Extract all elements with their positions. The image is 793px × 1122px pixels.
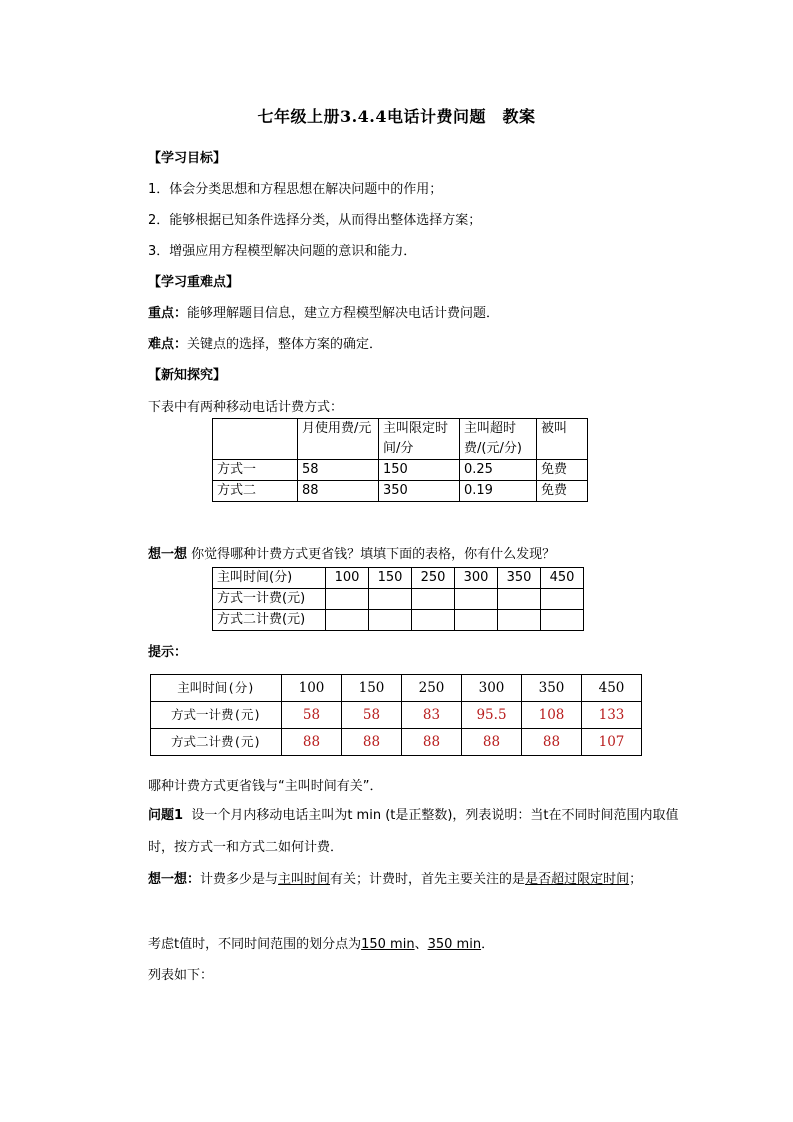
table-header-cell: 100 xyxy=(282,675,342,702)
think2-text: 计费多少是与 xyxy=(200,872,279,887)
conclusion-text: 哪种计费方式更省钱与“主叫时间有关”． xyxy=(148,779,383,794)
table-header-row xyxy=(213,568,584,589)
blank-cell xyxy=(326,589,369,610)
table-header-cell: 150 xyxy=(342,675,402,702)
hint-label: 提示： xyxy=(148,645,188,660)
think2-label: 想一想： xyxy=(148,872,201,887)
think-prompt xyxy=(148,543,555,562)
difficult-label: 难点： xyxy=(148,337,188,352)
table-header-cell: 300 xyxy=(455,568,498,589)
goal-item: 3．增强应用方程模型解决问题的意识和能力． xyxy=(148,244,417,259)
table-header-cell: 主叫限定时间/分 xyxy=(379,419,460,460)
table-cell: 88 xyxy=(282,729,342,756)
answer-blank: 是否超过限定时间 xyxy=(525,872,630,887)
blank-cell xyxy=(455,610,498,631)
table-cell: 方式一计费(元) xyxy=(151,702,282,729)
table-header-cell: 被叫 xyxy=(537,419,588,460)
consider-part: ． xyxy=(481,937,495,952)
blank-cell xyxy=(369,589,412,610)
problem-1 xyxy=(148,800,688,864)
table-cell: 95.5 xyxy=(462,702,522,729)
table-cell: 58 xyxy=(342,702,402,729)
table-cell: 0.19 xyxy=(460,481,537,502)
blank-cell xyxy=(498,589,541,610)
table-row xyxy=(213,610,584,631)
table-header-cell: 150 xyxy=(369,568,412,589)
goal-item: 2．能够根据已知条件选择分类，从而得出整体选择方案； xyxy=(148,213,482,228)
table-header-cell: 主叫时间(分) xyxy=(151,675,282,702)
table-header-cell: 350 xyxy=(522,675,582,702)
think-text: 你觉得哪种计费方式更省钱？填填下面的表格，你有什么发现？ xyxy=(191,547,556,562)
table-cell: 58 xyxy=(282,702,342,729)
table-cell: 免费 xyxy=(537,481,588,502)
table-cell: 0.25 xyxy=(460,460,537,481)
table-cell: 方式二计费(元) xyxy=(213,610,326,631)
page-title: 七年级上册3.4.4电话计费问题 教案 xyxy=(257,107,536,126)
table-cell: 107 xyxy=(582,729,642,756)
table-header-row xyxy=(213,419,588,460)
table-header-cell: 300 xyxy=(462,675,522,702)
key-point xyxy=(148,302,499,321)
table-header-cell: 250 xyxy=(412,568,455,589)
table-row xyxy=(151,702,642,729)
hint-billing-table xyxy=(150,674,642,756)
consider-part: 考虑t值时，不同时间范围的划分点为 xyxy=(148,937,362,952)
table-header-cell: 100 xyxy=(326,568,369,589)
table-cell: 88 xyxy=(402,729,462,756)
consider-text xyxy=(148,933,494,952)
section-heading-key-points: 【学习重难点】 xyxy=(148,275,240,290)
table-cell: 58 xyxy=(298,460,379,481)
blank-cell xyxy=(412,589,455,610)
table-cell: 108 xyxy=(522,702,582,729)
table-cell: 方式一计费(元) xyxy=(213,589,326,610)
think-label: 想一想 xyxy=(148,547,188,562)
key-label: 重点： xyxy=(148,306,188,321)
table-cell: 88 xyxy=(342,729,402,756)
table-cell: 88 xyxy=(522,729,582,756)
blank-cell xyxy=(326,610,369,631)
goal-item: 1．体会分类思想和方程思想在解决问题中的作用； xyxy=(148,182,443,197)
answer-blank: 主叫时间 xyxy=(278,872,331,887)
table-cell: 88 xyxy=(298,481,379,502)
billing-plans-table xyxy=(212,418,588,502)
table-row xyxy=(213,481,588,502)
table-cell: 88 xyxy=(462,729,522,756)
blank-cell xyxy=(541,610,584,631)
table-header-cell: 350 xyxy=(498,568,541,589)
table-row xyxy=(213,589,584,610)
blank-cell xyxy=(541,589,584,610)
blank-cell xyxy=(498,610,541,631)
table-intro: 下表中有两种移动电话计费方式： xyxy=(148,400,344,415)
key-text: 能够理解题目信息，建立方程模型解决电话计费问题． xyxy=(187,306,500,321)
blank-cell xyxy=(455,589,498,610)
table-cell: 免费 xyxy=(537,460,588,481)
table-row xyxy=(213,460,588,481)
blank-billing-table xyxy=(212,567,584,631)
table-header-cell: 450 xyxy=(582,675,642,702)
table-row xyxy=(151,729,642,756)
table-header-cell: 450 xyxy=(541,568,584,589)
table-cell: 133 xyxy=(582,702,642,729)
table-header-cell: 250 xyxy=(402,675,462,702)
think-again xyxy=(148,864,688,896)
answer-blank: 150 min xyxy=(361,937,415,952)
section-heading-explore: 【新知探究】 xyxy=(148,368,227,383)
table-header-cell xyxy=(213,419,298,460)
think2-text: ； xyxy=(629,872,643,887)
table-cell: 方式二 xyxy=(213,481,298,502)
section-heading-goals: 【学习目标】 xyxy=(148,151,227,166)
blank-cell xyxy=(412,610,455,631)
consider-part: 、 xyxy=(414,937,428,952)
list-intro: 列表如下： xyxy=(148,968,214,983)
table-cell: 83 xyxy=(402,702,462,729)
table-header-cell: 月使用费/元 xyxy=(298,419,379,460)
blank-cell xyxy=(369,610,412,631)
difficult-point xyxy=(148,333,382,352)
table-cell: 方式二计费(元) xyxy=(151,729,282,756)
table-cell: 方式一 xyxy=(213,460,298,481)
think2-text: 有关；计费时，首先主要关注的是 xyxy=(330,872,526,887)
difficult-text: 关键点的选择，整体方案的确定． xyxy=(187,337,383,352)
table-header-cell: 主叫超时费/(元/分) xyxy=(460,419,537,460)
answer-blank: 350 min xyxy=(427,937,482,952)
problem-label: 问题1 xyxy=(148,808,184,823)
problem-text: 设一个月内移动电话主叫为t min (t是正整数)，列表说明：当t在不同时间范围内取值时，按方式一和方式二如何计费． xyxy=(148,808,679,855)
table-cell: 350 xyxy=(379,481,460,502)
table-header-cell: 主叫时间(分) xyxy=(213,568,326,589)
table-header-row xyxy=(151,675,642,702)
table-cell: 150 xyxy=(379,460,460,481)
